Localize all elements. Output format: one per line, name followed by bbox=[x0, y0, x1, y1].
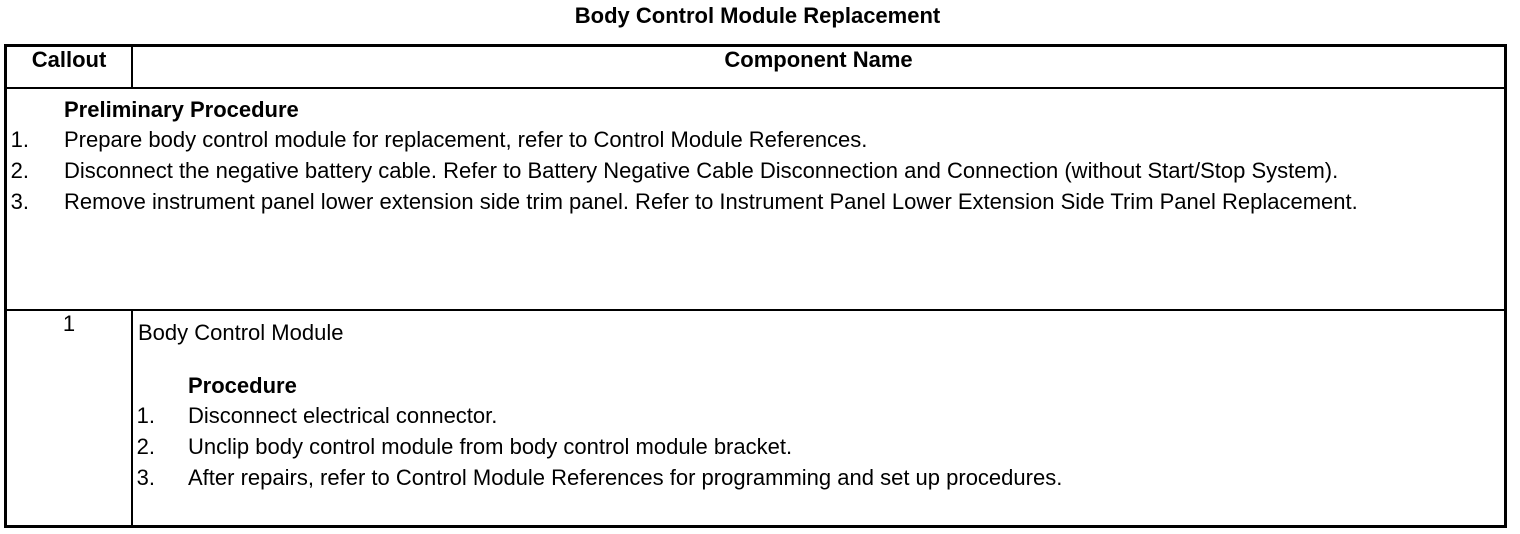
component-cell bbox=[132, 310, 1506, 527]
list-item bbox=[7, 155, 1504, 186]
list-item bbox=[133, 462, 1504, 493]
step-text: Unclip body control module from body control module bracket. bbox=[188, 434, 793, 459]
preliminary-cell bbox=[6, 88, 1506, 310]
step-number: 3. bbox=[10, 189, 29, 214]
step-text: Disconnect the negative battery cable. Refer to Battery Negative Cable Disconnection and Connection (without Start/Stop System). bbox=[64, 158, 1339, 183]
table-row bbox=[6, 310, 1506, 527]
header-callout: Callout bbox=[6, 46, 133, 89]
list-item bbox=[133, 431, 1504, 462]
step-text: Remove instrument panel lower extension side trim panel. Refer to Instrument Panel Lower Extension Side Trim Panel Replacement. bbox=[64, 189, 1358, 214]
table-header-row bbox=[6, 46, 1506, 89]
page-title: Body Control Module Replacement bbox=[574, 3, 941, 28]
list-item bbox=[133, 400, 1504, 431]
preliminary-steps bbox=[7, 124, 1504, 217]
step-number: 1. bbox=[10, 127, 29, 152]
list-item bbox=[7, 124, 1504, 155]
preliminary-row bbox=[6, 88, 1506, 310]
step-number: 2. bbox=[136, 434, 155, 459]
procedure-steps bbox=[133, 400, 1504, 493]
callout-cell: 1 bbox=[6, 310, 133, 527]
preliminary-heading: Preliminary Procedure bbox=[64, 97, 299, 122]
step-text: After repairs, refer to Control Module References for programming and set up procedures. bbox=[188, 465, 1063, 490]
step-number: 3. bbox=[136, 465, 155, 490]
step-number: 2. bbox=[10, 158, 29, 183]
component-table bbox=[4, 44, 1507, 528]
step-text: Prepare body control module for replacement, refer to Control Module References. bbox=[64, 127, 868, 152]
procedure-heading: Procedure bbox=[188, 373, 297, 398]
step-number: 1. bbox=[136, 403, 155, 428]
header-component-name: Component Name bbox=[132, 46, 1506, 89]
component-name: Body Control Module bbox=[138, 320, 344, 345]
list-item bbox=[7, 186, 1504, 217]
step-text: Disconnect electrical connector. bbox=[188, 403, 498, 428]
